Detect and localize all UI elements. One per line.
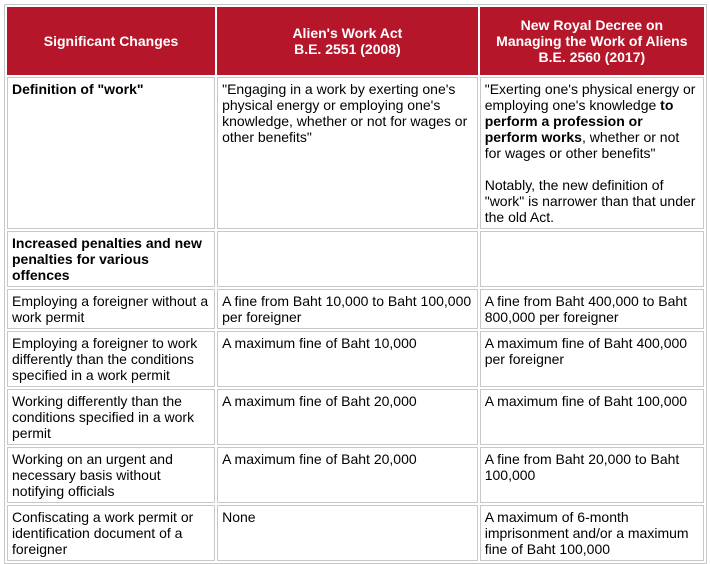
old-penalty-cell: None [217, 505, 478, 561]
table-row [7, 505, 704, 561]
old-penalty-cell: A maximum fine of Baht 10,000 [217, 331, 478, 387]
header-col2-line1: Alien's Work Act [292, 25, 403, 41]
definition-new-note: Notably, the new definition of "work" is narrower than that under the old Act. [484, 177, 696, 225]
new-penalty-cell: A fine from Baht 400,000 to Baht 800,000 per foreigner [480, 289, 704, 329]
header-col3-line3: B.E. 2560 (2017) [538, 49, 646, 65]
header-row [7, 7, 704, 75]
definition-new-part1: "Exerting one's physical energy or employing one's knowledge [484, 81, 696, 113]
penalties-heading: Increased penalties and new penalties for various offences [7, 231, 215, 287]
offence-cell: Working on an urgent and necessary basis without notifying officials [7, 447, 215, 503]
table-row [7, 389, 704, 445]
old-penalty-cell: A fine from Baht 10,000 to Baht 100,000 per foreigner [217, 289, 478, 329]
definition-label: Definition of "work" [7, 77, 215, 229]
table-row [7, 289, 704, 329]
definition-new [480, 77, 704, 229]
new-penalty-cell: A fine from Baht 20,000 to Baht 100,000 [480, 447, 704, 503]
penalties-heading-row [7, 231, 704, 287]
offence-cell: Working differently than the conditions specified in a work permit [7, 389, 215, 445]
header-col2-line2: B.E. 2551 (2008) [294, 41, 401, 57]
empty-cell [217, 231, 478, 287]
new-penalty-cell: A maximum fine of Baht 400,000 per foreigner [480, 331, 704, 387]
comparison-table-wrapper [4, 4, 707, 564]
header-new-decree [480, 7, 704, 75]
old-penalty-cell: A maximum fine of Baht 20,000 [217, 447, 478, 503]
header-col1-text: Significant Changes [43, 33, 179, 49]
header-old-act [217, 7, 478, 75]
comparison-table [4, 4, 707, 564]
table-row [7, 447, 704, 503]
new-penalty-cell: A maximum of 6-month imprisonment and/or a maximum fine of Baht 100,000 [480, 505, 704, 561]
header-significant-changes [7, 7, 215, 75]
empty-cell [480, 231, 704, 287]
header-col3-line1: New Royal Decree on [520, 17, 664, 33]
header-col3-line2: Managing the Work of Aliens [496, 33, 688, 49]
definition-old: "Engaging in a work by exerting one's physical energy or employing one's knowledge, whether or not for wages or other benefits" [217, 77, 478, 229]
offence-cell: Employing a foreigner without a work permit [7, 289, 215, 329]
definition-new-bold: to perform a profession or perform works [484, 97, 674, 145]
offence-cell: Confiscating a work permit or identification document of a foreigner [7, 505, 215, 561]
old-penalty-cell: A maximum fine of Baht 20,000 [217, 389, 478, 445]
new-penalty-cell: A maximum fine of Baht 100,000 [480, 389, 704, 445]
table-row [7, 331, 704, 387]
definition-new-part2: , whether or not for wages or other benefits" [484, 129, 680, 161]
definition-row [7, 77, 704, 229]
offence-cell: Employing a foreigner to work differently than the conditions specified in a work permit [7, 331, 215, 387]
